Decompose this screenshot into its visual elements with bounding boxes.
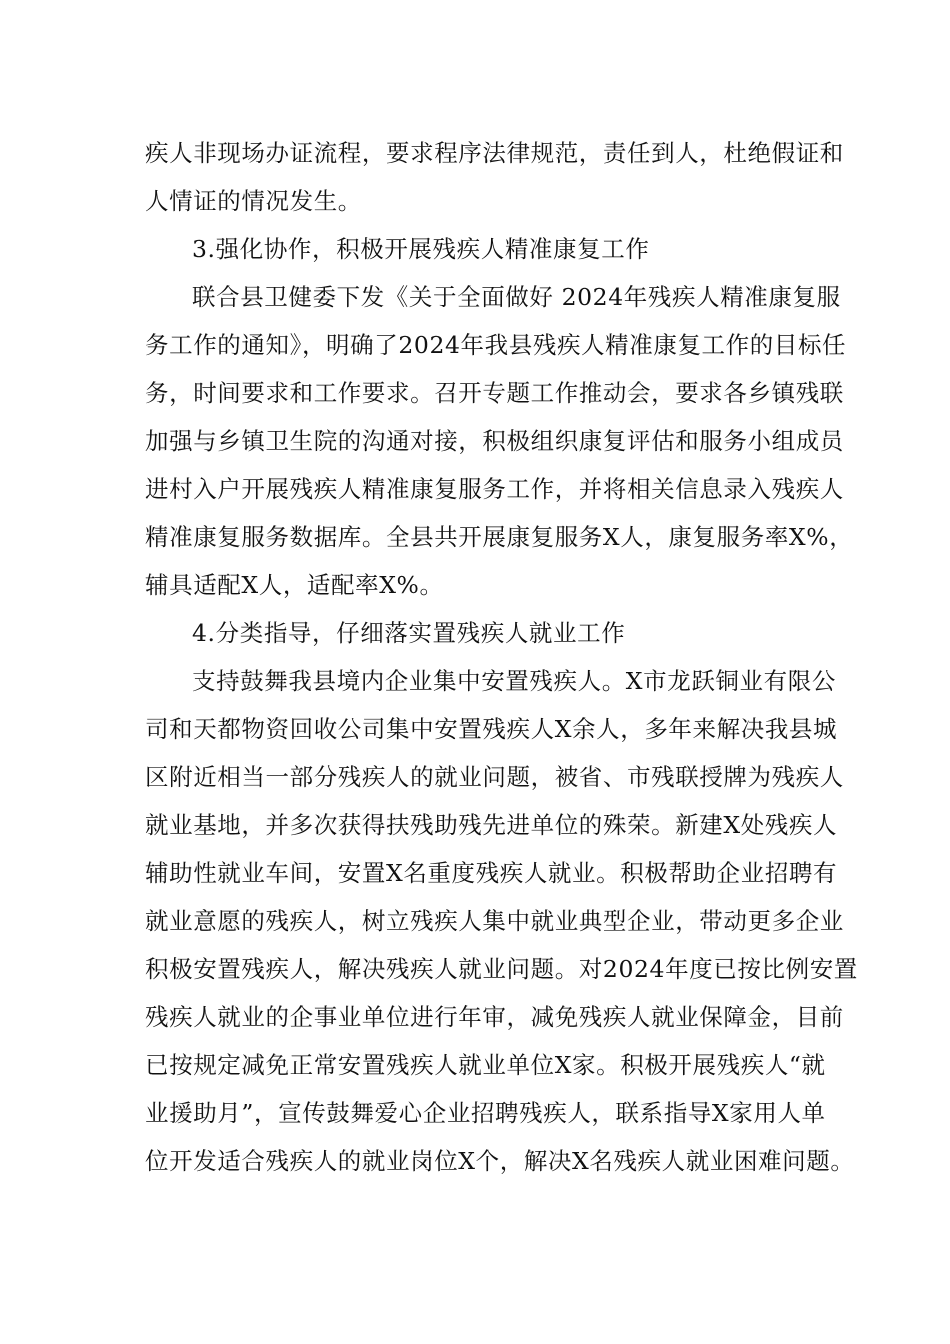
paragraph-line: 加强与乡镇卫生院的沟通对接，积极组织康复评估和服务小组成员	[145, 427, 844, 455]
paragraph-line: 务工作的通知》，明确了2024年我县残疾人精准康复工作的目标任	[145, 331, 847, 359]
paragraph-line: 疾人非现场办证流程，要求程序法律规范，责任到人，杜绝假证和	[145, 139, 844, 167]
paragraph-line: 业援助月”，宣传鼓舞爱心企业招聘残疾人，联系指导X家用人单	[145, 1099, 826, 1127]
paragraph-line: 进村入户开展残疾人精准康复服务工作，并将相关信息录入残疾人	[145, 475, 844, 503]
paragraph-line: 人情证的情况发生。	[145, 187, 362, 215]
paragraph-line: 务，时间要求和工作要求。召开专题工作推动会，要求各乡镇残联	[145, 379, 844, 407]
paragraph-line: 司和天都物资回收公司集中安置残疾人X余人，多年来解决我县城	[145, 715, 838, 743]
section-heading: 3.强化协作，积极开展残疾人精准康复工作	[192, 235, 650, 263]
paragraph-line: 残疾人就业的企事业单位进行年审，减免残疾人就业保障金，目前	[145, 1003, 844, 1031]
paragraph-line: 辅具适配X人，适配率X%。	[145, 571, 444, 599]
paragraph-line: 区附近相当一部分残疾人的就业问题，被省、市残联授牌为残疾人	[145, 763, 844, 791]
paragraph-line: 就业基地，并多次获得扶残助残先进单位的殊荣。新建X处残疾人	[145, 811, 838, 839]
paragraph-line: 已按规定减免正常安置残疾人就业单位X家。积极开展残疾人“就	[145, 1051, 826, 1079]
paragraph-line: 辅助性就业车间，安置X名重度残疾人就业。积极帮助企业招聘有	[145, 859, 838, 887]
paragraph-line: 精准康复服务数据库。全县共开展康复服务X人，康复服务率X%，	[145, 523, 854, 551]
paragraph-line: 支持鼓舞我县境内企业集中安置残疾人。X市龙跃铜业有限公	[192, 667, 836, 695]
paragraph-line: 积极安置残疾人，解决残疾人就业问题。对2024年度已按比例安置	[145, 955, 858, 983]
section-heading: 4.分类指导，仔细落实置残疾人就业工作	[192, 619, 626, 647]
paragraph-line: 位开发适合残疾人的就业岗位X个，解决X名残疾人就业困难问题。	[145, 1147, 855, 1175]
paragraph-line: 联合县卫健委下发《关于全面做好 2024年残疾人精准康复服	[192, 283, 841, 311]
paragraph-line: 就业意愿的残疾人，树立残疾人集中就业典型企业，带动更多企业	[145, 907, 844, 935]
